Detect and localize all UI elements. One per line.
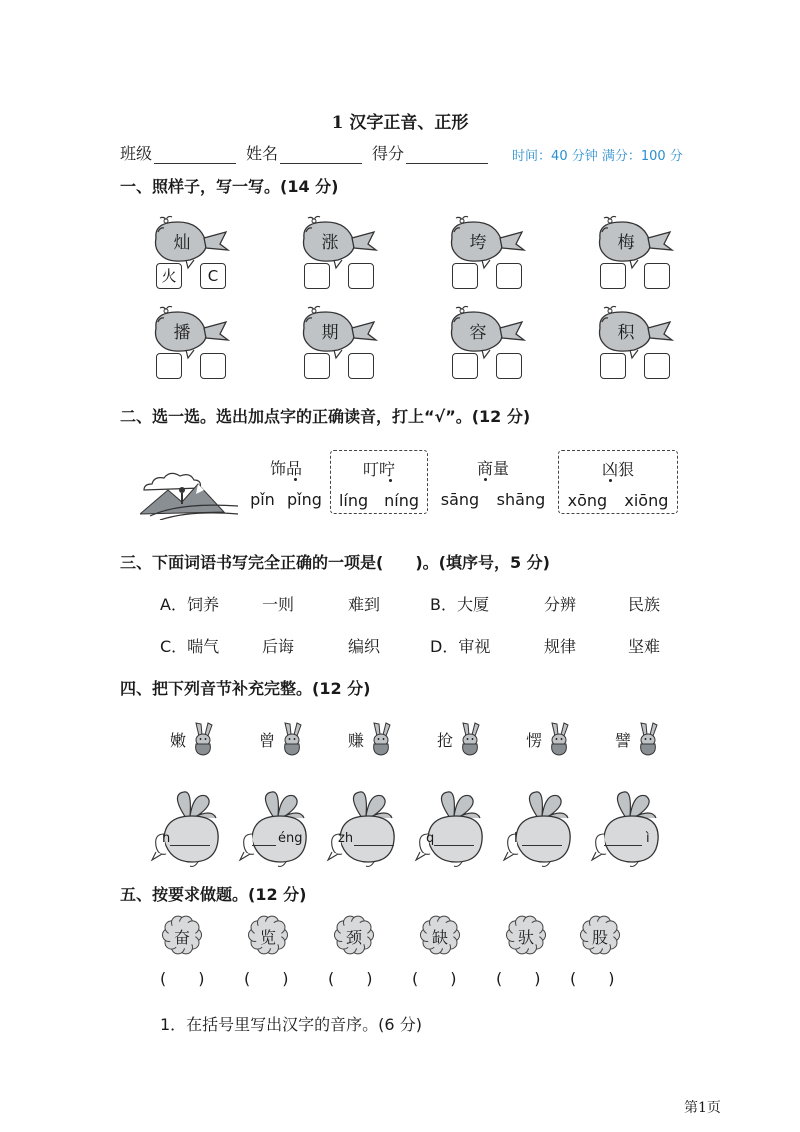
turnip-syllable-2 — [238, 790, 318, 870]
character: 奋 — [173, 928, 190, 947]
word: 坚难 — [628, 637, 661, 656]
pinyin-group-4 — [558, 450, 678, 514]
syllable-suffix: ì — [646, 831, 650, 846]
bird-character: 积 — [617, 323, 635, 343]
character: 颈 — [345, 928, 362, 947]
answer-box[interactable] — [304, 263, 330, 289]
section2-title: 二、选一选。选出加点字的正确读音，打上“√”。(12 分) — [120, 407, 531, 426]
bird-character: 期 — [321, 323, 339, 343]
pinyin-option[interactable]: shāng — [496, 490, 546, 509]
pinyin-word: 叮咛 — [362, 460, 395, 479]
flower-character-1 — [162, 915, 202, 955]
bird-character: 垮 — [469, 233, 487, 253]
name-field[interactable] — [280, 148, 362, 164]
character: 抢 — [437, 731, 454, 750]
flower-character-4 — [420, 915, 460, 955]
syllable-blank[interactable] — [604, 845, 642, 846]
flower-character-2 — [248, 915, 288, 955]
character: 譬 — [615, 731, 632, 750]
turnip-syllable-3 — [326, 790, 406, 870]
bird-character: 梅 — [617, 233, 635, 253]
pinyin-word: 饰品 — [269, 459, 302, 478]
pinyin-word: 商量 — [476, 459, 509, 478]
character: 缺 — [431, 928, 448, 947]
flower-character-5 — [506, 915, 546, 955]
sub-question-1: 1．在括号里写出汉字的音序。(6 分) — [160, 1015, 422, 1034]
student-info-row — [120, 141, 683, 164]
score-field[interactable] — [406, 148, 488, 164]
answer-box[interactable] — [452, 263, 478, 289]
option-d-label[interactable]: D．审视 — [430, 637, 491, 656]
bird-character: 容 — [469, 323, 487, 343]
answer-box[interactable] — [348, 353, 374, 379]
pinyin-option[interactable]: xiōng — [624, 491, 669, 510]
word: 分辨 — [544, 595, 577, 614]
character: 愣 — [526, 731, 543, 750]
answer-box[interactable] — [600, 263, 626, 289]
syllable-blank[interactable] — [354, 845, 394, 846]
answer-parentheses[interactable]: ( ) — [412, 969, 457, 988]
class-label: 班级 — [120, 144, 153, 163]
word: 民族 — [628, 595, 661, 614]
character: 赚 — [348, 731, 365, 750]
answer-box[interactable] — [496, 353, 522, 379]
pinyin-word: 凶狠 — [601, 460, 634, 479]
worksheet-title: 1 汉字正音、正形 — [331, 113, 469, 133]
answer-box[interactable] — [156, 353, 182, 379]
pinyin-option[interactable]: níng — [384, 491, 419, 510]
word: 难到 — [348, 595, 381, 614]
answer-parentheses[interactable]: ( ) — [570, 969, 615, 988]
bird-character: 涨 — [321, 233, 339, 253]
turnip-syllable-1 — [150, 790, 230, 870]
answer-box[interactable]: C — [200, 263, 226, 289]
syllable-prefix: zh — [338, 831, 354, 846]
rabbit-character-2 — [259, 722, 319, 758]
rabbit-character-5 — [526, 722, 586, 758]
syllable-blank[interactable] — [252, 845, 276, 846]
word: 规律 — [544, 637, 577, 656]
answer-box[interactable] — [452, 353, 478, 379]
landscape-illustration — [140, 450, 240, 520]
syllable-prefix: n — [162, 831, 171, 846]
section1-title: 一、照样子，写一写。(14 分) — [120, 177, 339, 196]
class-field[interactable] — [154, 148, 236, 164]
pinyin-group-1 — [244, 450, 328, 514]
character: 股 — [591, 928, 608, 947]
character: 驮 — [517, 928, 534, 947]
name-label: 姓名 — [246, 144, 279, 163]
word: 编织 — [348, 637, 381, 656]
syllable-prefix: l — [514, 831, 518, 846]
section4-title: 四、把下列音节补充完整。(12 分) — [120, 679, 371, 698]
turnip-syllable-6 — [590, 790, 670, 870]
answer-box[interactable] — [348, 263, 374, 289]
syllable-blank[interactable] — [522, 845, 562, 846]
answer-box[interactable] — [200, 353, 226, 379]
pinyin-option[interactable]: sāng — [440, 490, 480, 509]
syllable-suffix: éng — [278, 831, 303, 846]
character: 嫩 — [170, 731, 187, 750]
flower-character-6 — [580, 915, 620, 955]
section3-title: 三、下面词语书写完全正确的一项是( )。(填序号，5 分) — [120, 553, 550, 572]
rabbit-character-1 — [170, 722, 230, 758]
answer-box[interactable] — [304, 353, 330, 379]
word: 后诲 — [262, 637, 295, 656]
section5-title: 五、按要求做题。(12 分) — [120, 885, 307, 904]
pinyin-option[interactable]: xōng — [567, 491, 608, 510]
answer-box[interactable] — [496, 263, 522, 289]
pinyin-option[interactable]: líng — [338, 491, 369, 510]
turnip-syllable-5 — [502, 790, 582, 870]
answer-box[interactable] — [600, 353, 626, 379]
syllable-prefix: q — [426, 831, 435, 846]
bird-character: 灿 — [173, 233, 191, 253]
option-c-label[interactable]: C．喘气 — [160, 637, 220, 656]
pinyin-option[interactable]: pǐn — [250, 490, 275, 509]
syllable-blank[interactable] — [170, 845, 210, 846]
answer-box[interactable] — [644, 353, 670, 379]
rabbit-character-3 — [348, 722, 408, 758]
answer-parentheses[interactable]: ( ) — [328, 969, 373, 988]
answer-parentheses[interactable]: ( ) — [160, 969, 205, 988]
answer-box[interactable]: 火 — [156, 263, 182, 289]
rabbit-character-6 — [615, 722, 675, 758]
score-label: 得分 — [372, 144, 405, 163]
bird-character: 播 — [173, 323, 191, 343]
rabbit-character-4 — [437, 722, 497, 758]
character: 曾 — [259, 731, 276, 750]
answer-parentheses[interactable]: ( ) — [496, 969, 541, 988]
pinyin-group-2 — [330, 450, 428, 514]
answer-box[interactable] — [644, 263, 670, 289]
time-info: 时间：40 分钟 满分：100 分 — [512, 149, 683, 164]
flower-character-3 — [334, 915, 374, 955]
character: 览 — [259, 928, 276, 947]
pinyin-option[interactable]: pǐng — [287, 490, 322, 509]
option-a-label[interactable]: A．饲养 — [160, 595, 219, 614]
turnip-syllable-4 — [414, 790, 494, 870]
answer-parentheses[interactable]: ( ) — [244, 969, 289, 988]
option-b-label[interactable]: B．大厦 — [430, 595, 489, 614]
page-number: 第1页 — [684, 1100, 721, 1116]
pinyin-group-3 — [432, 450, 554, 514]
syllable-blank[interactable] — [434, 845, 474, 846]
word: 一则 — [262, 595, 295, 614]
